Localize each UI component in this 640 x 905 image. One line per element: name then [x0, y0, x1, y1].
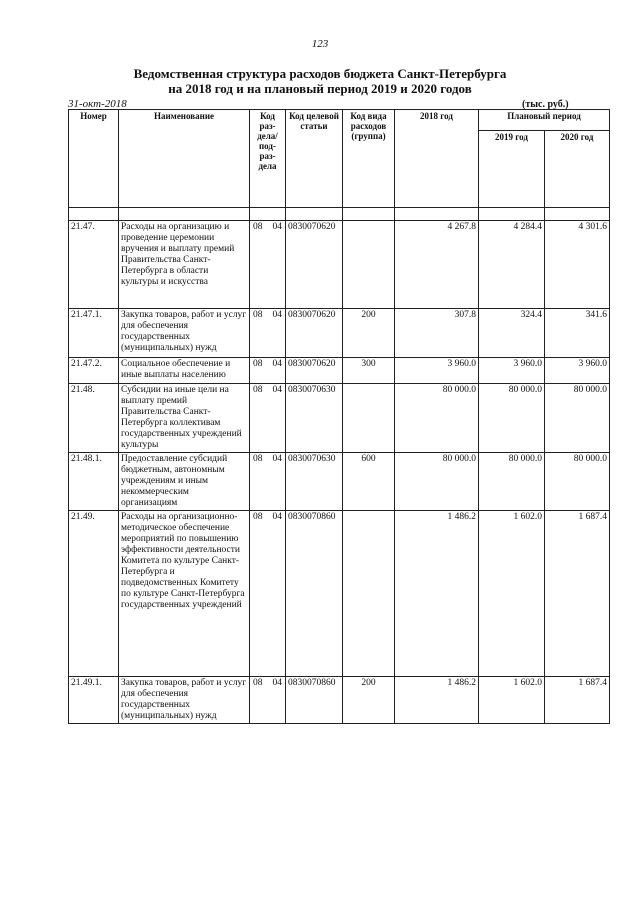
table-row [69, 384, 610, 453]
value-2018: 80 000.0 [395, 384, 479, 453]
section: 08 [253, 222, 263, 232]
section-code [250, 453, 286, 511]
value-2018: 4 267.8 [395, 221, 479, 309]
value-2020: 80 000.0 [545, 453, 610, 511]
subsection: 04 [272, 678, 282, 688]
section-code [250, 221, 286, 309]
row-name: Расходы на организационно-методическое обеспечение мероприятий по повышению эффективности деятельности Комитета по культуре Санкт-Петербурга и подведомственных Комитету по культуре Санкт-Петербурга государственных учреждений [119, 511, 250, 677]
row-number: 21.47.1. [69, 309, 119, 358]
value-2020: 3 960.0 [545, 358, 610, 384]
value-2020: 1 687.4 [545, 677, 610, 724]
table-row [69, 511, 610, 677]
value-2019: 324.4 [479, 309, 545, 358]
row-name: Предоставление субсидий бюджетным, автономным учреждениям и иным некоммерческим организациям [119, 453, 250, 511]
header-number: Номер [69, 110, 119, 208]
expense-type-code: 200 [343, 309, 395, 358]
section-code [250, 511, 286, 677]
header-planned-period: Плановый период [479, 110, 610, 131]
section: 08 [253, 512, 263, 522]
value-2018: 1 486.2 [395, 677, 479, 724]
row-number: 21.49.1. [69, 677, 119, 724]
section-code [250, 677, 286, 724]
section: 08 [253, 310, 263, 320]
value-2019: 80 000.0 [479, 453, 545, 511]
section: 08 [253, 454, 263, 464]
target-code: 0830070620 [286, 221, 343, 309]
budget-table [68, 109, 610, 724]
table-row [69, 309, 610, 358]
subsection: 04 [272, 454, 282, 464]
expense-type-code: 200 [343, 677, 395, 724]
value-2018: 1 486.2 [395, 511, 479, 677]
section: 08 [253, 385, 263, 395]
expense-type-code [343, 221, 395, 309]
row-number: 21.48.1. [69, 453, 119, 511]
subsection: 04 [272, 385, 282, 395]
header-expense-type-code: Код вида расходов (группа) [343, 110, 395, 208]
header-target-code: Код целевой статьи [286, 110, 343, 208]
table-row [69, 221, 610, 309]
value-2020: 1 687.4 [545, 511, 610, 677]
table-row [69, 453, 610, 511]
target-code: 0830070860 [286, 511, 343, 677]
value-2018: 307.8 [395, 309, 479, 358]
value-2020: 80 000.0 [545, 384, 610, 453]
expense-type-code: 600 [343, 453, 395, 511]
section-code [250, 358, 286, 384]
header-section-code: Код раз-дела/ под-раз-дела [250, 110, 286, 208]
subsection: 04 [272, 359, 282, 369]
table-row [69, 358, 610, 384]
value-2019: 1 602.0 [479, 677, 545, 724]
header-name: Наименование [119, 110, 250, 208]
table-row [69, 677, 610, 724]
value-2018: 80 000.0 [395, 453, 479, 511]
section: 08 [253, 678, 263, 688]
spacer-row [69, 208, 610, 221]
subsection: 04 [272, 512, 282, 522]
value-2020: 4 301.6 [545, 221, 610, 309]
row-number: 21.47.2. [69, 358, 119, 384]
target-code: 0830070620 [286, 309, 343, 358]
section-code [250, 309, 286, 358]
subsection: 04 [272, 222, 282, 232]
header-2019: 2019 год [479, 131, 545, 208]
value-2019: 80 000.0 [479, 384, 545, 453]
subsection: 04 [272, 310, 282, 320]
row-name: Закупка товаров, работ и услуг для обеспечения государственных (муниципальных) нужд [119, 309, 250, 358]
header-2020: 2020 год [545, 131, 610, 208]
title-line-1: Ведомственная структура расходов бюджета Санкт-Петербурга [133, 66, 507, 81]
target-code: 0830070630 [286, 453, 343, 511]
row-name: Расходы на организацию и проведение церемонии вручения и выплату премий Правительства Санкт-Петербурга в области культуры и искусства [119, 221, 250, 309]
row-name: Закупка товаров, работ и услуг для обеспечения государственных (муниципальных) нужд [119, 677, 250, 724]
expense-type-code [343, 384, 395, 453]
expense-type-code [343, 511, 395, 677]
target-code: 0830070860 [286, 677, 343, 724]
value-2018: 3 960.0 [395, 358, 479, 384]
value-2020: 341.6 [545, 309, 610, 358]
row-number: 21.47. [69, 221, 119, 309]
row-name: Социальное обеспечение и иные выплаты населению [119, 358, 250, 384]
row-number: 21.49. [69, 511, 119, 677]
section-code [250, 384, 286, 453]
title-line-2: на 2018 год и на плановый период 2019 и 2020 годов [168, 81, 472, 96]
header-2018: 2018 год [395, 110, 479, 208]
target-code: 0830070630 [286, 384, 343, 453]
row-name: Субсидии на иные цели на выплату премий Правительства Санкт-Петербурга коллективам государственных учреждений культуры [119, 384, 250, 453]
units-label: (тыс. руб.) [522, 99, 569, 110]
target-code: 0830070620 [286, 358, 343, 384]
value-2019: 1 602.0 [479, 511, 545, 677]
page-number: 123 [311, 38, 329, 50]
expense-type-code: 300 [343, 358, 395, 384]
document-date: 31-окт-2018 [68, 98, 127, 110]
section: 08 [253, 359, 263, 369]
row-number: 21.48. [69, 384, 119, 453]
document-title [0, 66, 640, 96]
value-2019: 4 284.4 [479, 221, 545, 309]
value-2019: 3 960.0 [479, 358, 545, 384]
